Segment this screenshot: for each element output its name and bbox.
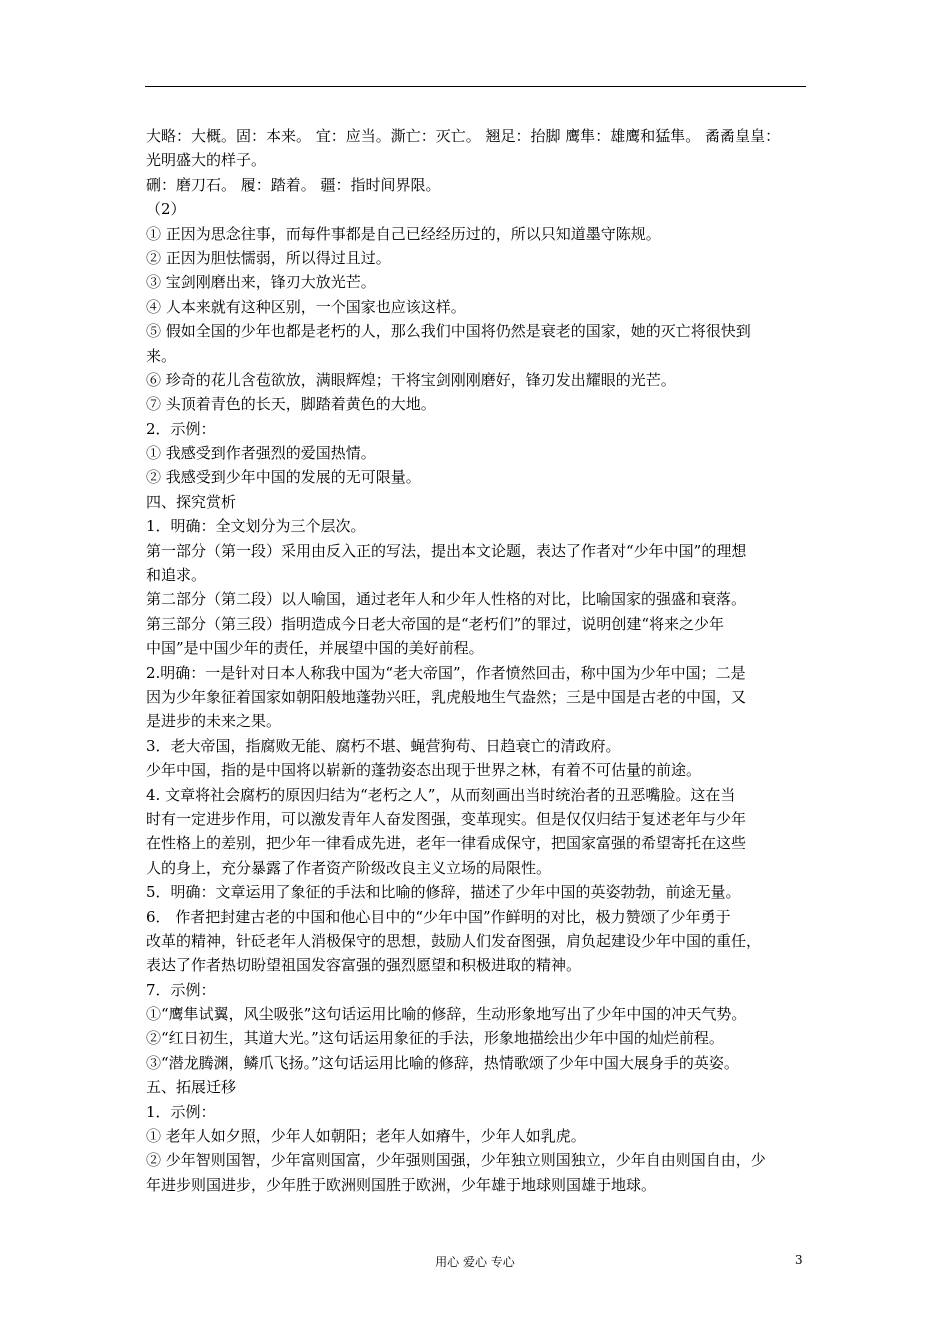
document-body	[146, 124, 810, 1197]
text-line: ④ 人本来就有这种区别，一个国家也应该这样。	[146, 297, 466, 316]
header-rule	[145, 86, 806, 87]
text-line: ⑦ 头顶着青色的长天，脚踏着黄色的大地。	[146, 395, 436, 414]
text-line: 7．示例：	[146, 980, 216, 999]
text-line: 2．示例：	[146, 419, 216, 438]
text-line: 改革的精神，针砭老年人消极保守的思想，鼓励人们发奋图强，肩负起建设少年中国的重任，	[146, 931, 762, 950]
text-line: 硎：磨刀石。 履：踏着。 疆：指时间界限。	[146, 175, 441, 194]
text-line: 3．老大帝国，指腐败无能、腐朽不堪、蝇营狗苟、日趋衰亡的清政府。	[146, 736, 621, 755]
text-line: （2）	[146, 200, 186, 219]
text-line: 少年中国，指的是中国将以崭新的蓬勃姿态出现于世界之林，有着不可估量的前途。	[146, 761, 702, 780]
text-line: ①“鹰隼试翼，风尘吸张”这句话运用比喻的修辞，生动形象地写出了少年中国的冲天气势。	[146, 1005, 747, 1024]
text-line: 大略：大概。固：本来。 宜：应当。澌亡：灭亡。 翘足：抬脚 鹰隼：雄鹰和猛隼。 矞矞皇皇：	[146, 127, 781, 145]
text-line: ② 正因为胆怯懦弱，所以得过且过。	[146, 248, 391, 267]
text-line: 五、拓展迁移	[146, 1078, 237, 1097]
text-line: 因为少年象征着国家如朝阳般地蓬勃兴旺，乳虎般地生气盎然；三是中国是古老的中国，又	[146, 687, 747, 706]
text-line: 第三部分（第三段）指明造成今日老大帝国的是“老朽们”的罪过，说明创建“将来之少年	[146, 614, 725, 633]
text-line: 1．明确：全文划分为三个层次。	[146, 517, 366, 536]
text-line: 5．明确：文章运用了象征的手法和比喻的修辞，描述了少年中国的英姿勃勃，前途无量。	[146, 883, 741, 902]
text-line: 表达了作者热切盼望祖国发容富强的强烈愿望和积极进取的精神。	[146, 956, 582, 975]
text-line: ① 我感受到作者强烈的爱国热情。	[146, 444, 376, 463]
text-line: 四、探究赏析	[146, 492, 237, 511]
text-line: 和追求。	[146, 566, 207, 585]
text-line: 第一部分（第一段）采用由反入正的写法，提出本文论题，表达了作者对“少年中国”的理想	[146, 541, 747, 560]
text-line: 6． 作者把封建古老的中国和他心目中的“少年中国”作鲜明的对比，极力赞颂了少年勇于	[146, 907, 731, 926]
footer-slogan: 用心 爱心 专心	[435, 1255, 515, 1269]
text-line: ②“红日初生，其道大光。”这句话运用象征的手法，形象地描绘出少年中国的灿烂前程。	[146, 1029, 724, 1048]
text-line: 光明盛大的样子。	[146, 151, 267, 170]
text-line: 是进步的未来之果。	[146, 712, 282, 731]
text-line: 1．示例：	[146, 1102, 216, 1121]
text-line: 来。	[146, 346, 177, 365]
text-line: ③ 宝剑刚磨出来，锋刃大放光芒。	[146, 273, 376, 292]
text-line: ② 少年智则国智，少年富则国富，少年强则国强，少年独立则国独立，少年自由则国自由，少	[146, 1151, 766, 1170]
text-line: ② 我感受到少年中国的发展的无可限量。	[146, 468, 421, 487]
text-line: ⑥ 珍奇的花儿含苞欲放，满眼辉煌；干将宝剑刚刚磨好，锋刃发出耀眼的光芒。	[146, 370, 676, 389]
text-line: 人的身上，充分暴露了作者资产阶级改良主义立场的局限性。	[146, 858, 552, 877]
text-line: 年进步则国进步，少年胜于欧洲则国胜于欧洲，少年雄于地球则国雄于地球。	[146, 1175, 657, 1194]
page-number: 3	[795, 1253, 803, 1267]
text-line: 中国”是中国少年的责任，并展望中国的美好前程。	[146, 639, 484, 658]
text-line: 在性格上的差别，把少年一律看成先进，老年一律看成保守，把国家富强的希望寄托在这些	[146, 834, 747, 853]
text-line: 2.明确：一是针对日本人称我中国为“老大帝国”，作者愤然回击，称中国为少年中国；二是	[146, 663, 746, 682]
text-line: ① 正因为思念往事，而每件事都是自己已经经历过的，所以只知道墨守陈规。	[146, 224, 661, 243]
text-line: ③“潜龙腾渊，鳞爪飞扬。”这句话运用比喻的修辞，热情歌颂了少年中国大展身手的英姿。	[146, 1053, 739, 1072]
text-line: 第二部分（第二段）以人喻国，通过老年人和少年人性格的对比，比喻国家的强盛和衰落。	[146, 590, 747, 609]
text-line: 时有一定进步作用，可以激发青年人奋发图强，变革现实。但是仅仅归结于复述老年与少年	[146, 809, 747, 828]
text-line: ⑤ 假如全国的少年也都是老朽的人，那么我们中国将仍然是衰老的国家，她的灭亡将很快到	[146, 322, 751, 341]
text-line: 4. 文章将社会腐朽的原因归结为“老朽之人”，从而刻画出当时统治者的丑恶嘴脸。这在当	[146, 785, 736, 804]
text-line: ① 老年人如夕照，少年人如朝阳；老年人如瘠牛，少年人如乳虎。	[146, 1127, 586, 1146]
